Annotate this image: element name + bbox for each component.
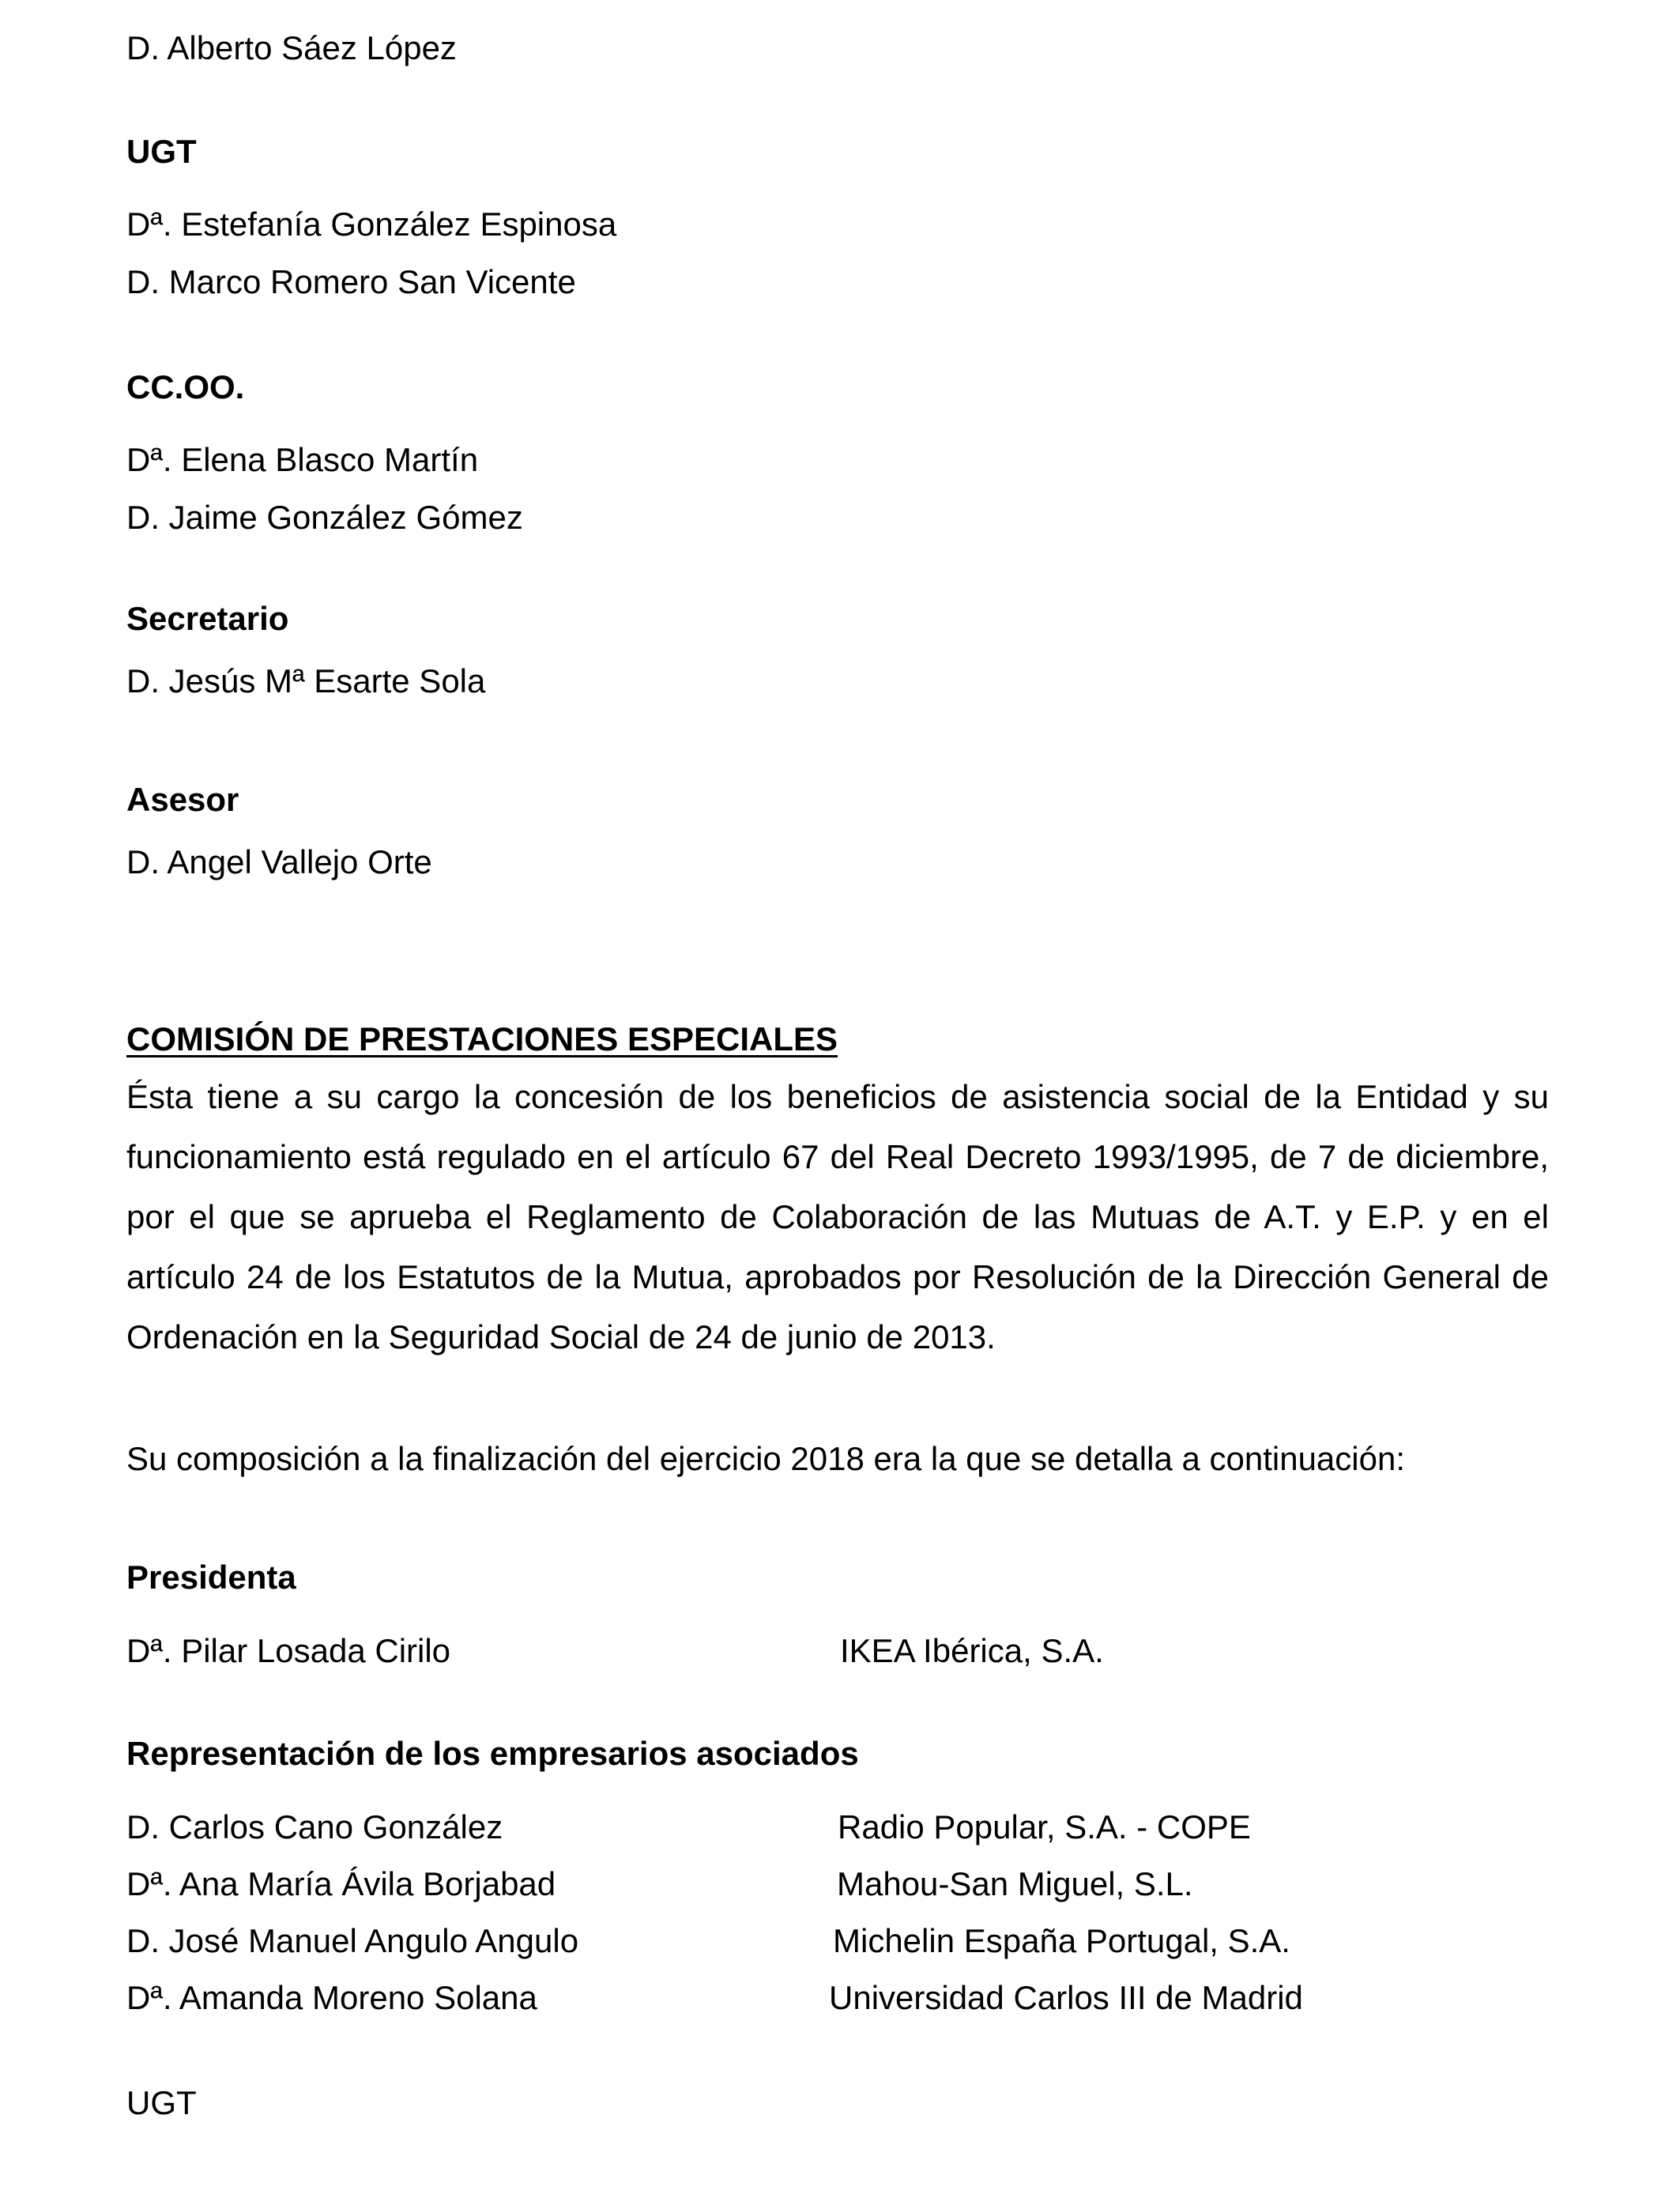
composition-text: Su composición a la finalización del ejercicio 2018 era la que se detalla a continuación:	[126, 1440, 1406, 1477]
section-heading-secretario: Secretario	[126, 600, 289, 637]
member-organization: IKEA Ibérica, S.A.	[840, 1632, 1104, 1669]
member-name: D. Carlos Cano González	[126, 1808, 503, 1845]
section-heading-ccoo: CC.OO.	[126, 368, 245, 405]
member-organization: Mahou-San Miguel, S.L.	[837, 1865, 1193, 1902]
member-name: Dª. Estefanía González Espinosa	[126, 205, 617, 243]
member-name: Dª. Elena Blasco Martín	[126, 441, 479, 478]
section-heading-empresarios: Representación de los empresarios asociados	[126, 1735, 859, 1772]
member-organization: Universidad Carlos III de Madrid	[829, 1979, 1303, 2016]
section-heading-asesor: Asesor	[126, 781, 239, 818]
member-name: D. Marco Romero San Vicente	[126, 263, 576, 300]
member-name: Dª. Pilar Losada Cirilo	[126, 1632, 451, 1669]
member-organization: Radio Popular, S.A. - COPE	[838, 1808, 1251, 1845]
section-heading-ugt-footer: UGT	[126, 2084, 197, 2121]
member-name: D. Jaime González Gómez	[126, 499, 523, 536]
member-name: D. Jesús Mª Esarte Sola	[126, 662, 486, 699]
member-name: D. Angel Vallejo Orte	[126, 843, 432, 880]
section-heading-presidenta: Presidenta	[126, 1559, 296, 1596]
member-organization: Michelin España Portugal, S.A.	[833, 1922, 1290, 1959]
comision-paragraph: Ésta tiene a su cargo la concesión de los beneficios de asistencia social de la Entidad y su funcionamiento está regulado en el artículo 67 del Real Decreto 1993/1995, de 7 de diciembre, por el que se aprueba el Reglamento de Colaboración de las Mutuas de A.T. y E.P. y en el artículo 24 de los Estatutos de la Mutua, aprobados por Resolución de la Dirección General de Ordenación en la Seguridad Social de 24 de junio de 2013.	[126, 1078, 1549, 1355]
comision-title: COMISIÓN DE PRESTACIONES ESPECIALES	[126, 1020, 838, 1057]
member-name: D. Alberto Sáez López	[126, 29, 457, 66]
member-name: Dª. Amanda Moreno Solana	[126, 1979, 537, 2016]
section-heading-ugt: UGT	[126, 133, 197, 170]
member-name: D. José Manuel Angulo Angulo	[126, 1922, 579, 1959]
member-name: Dª. Ana María Ávila Borjabad	[126, 1865, 556, 1902]
